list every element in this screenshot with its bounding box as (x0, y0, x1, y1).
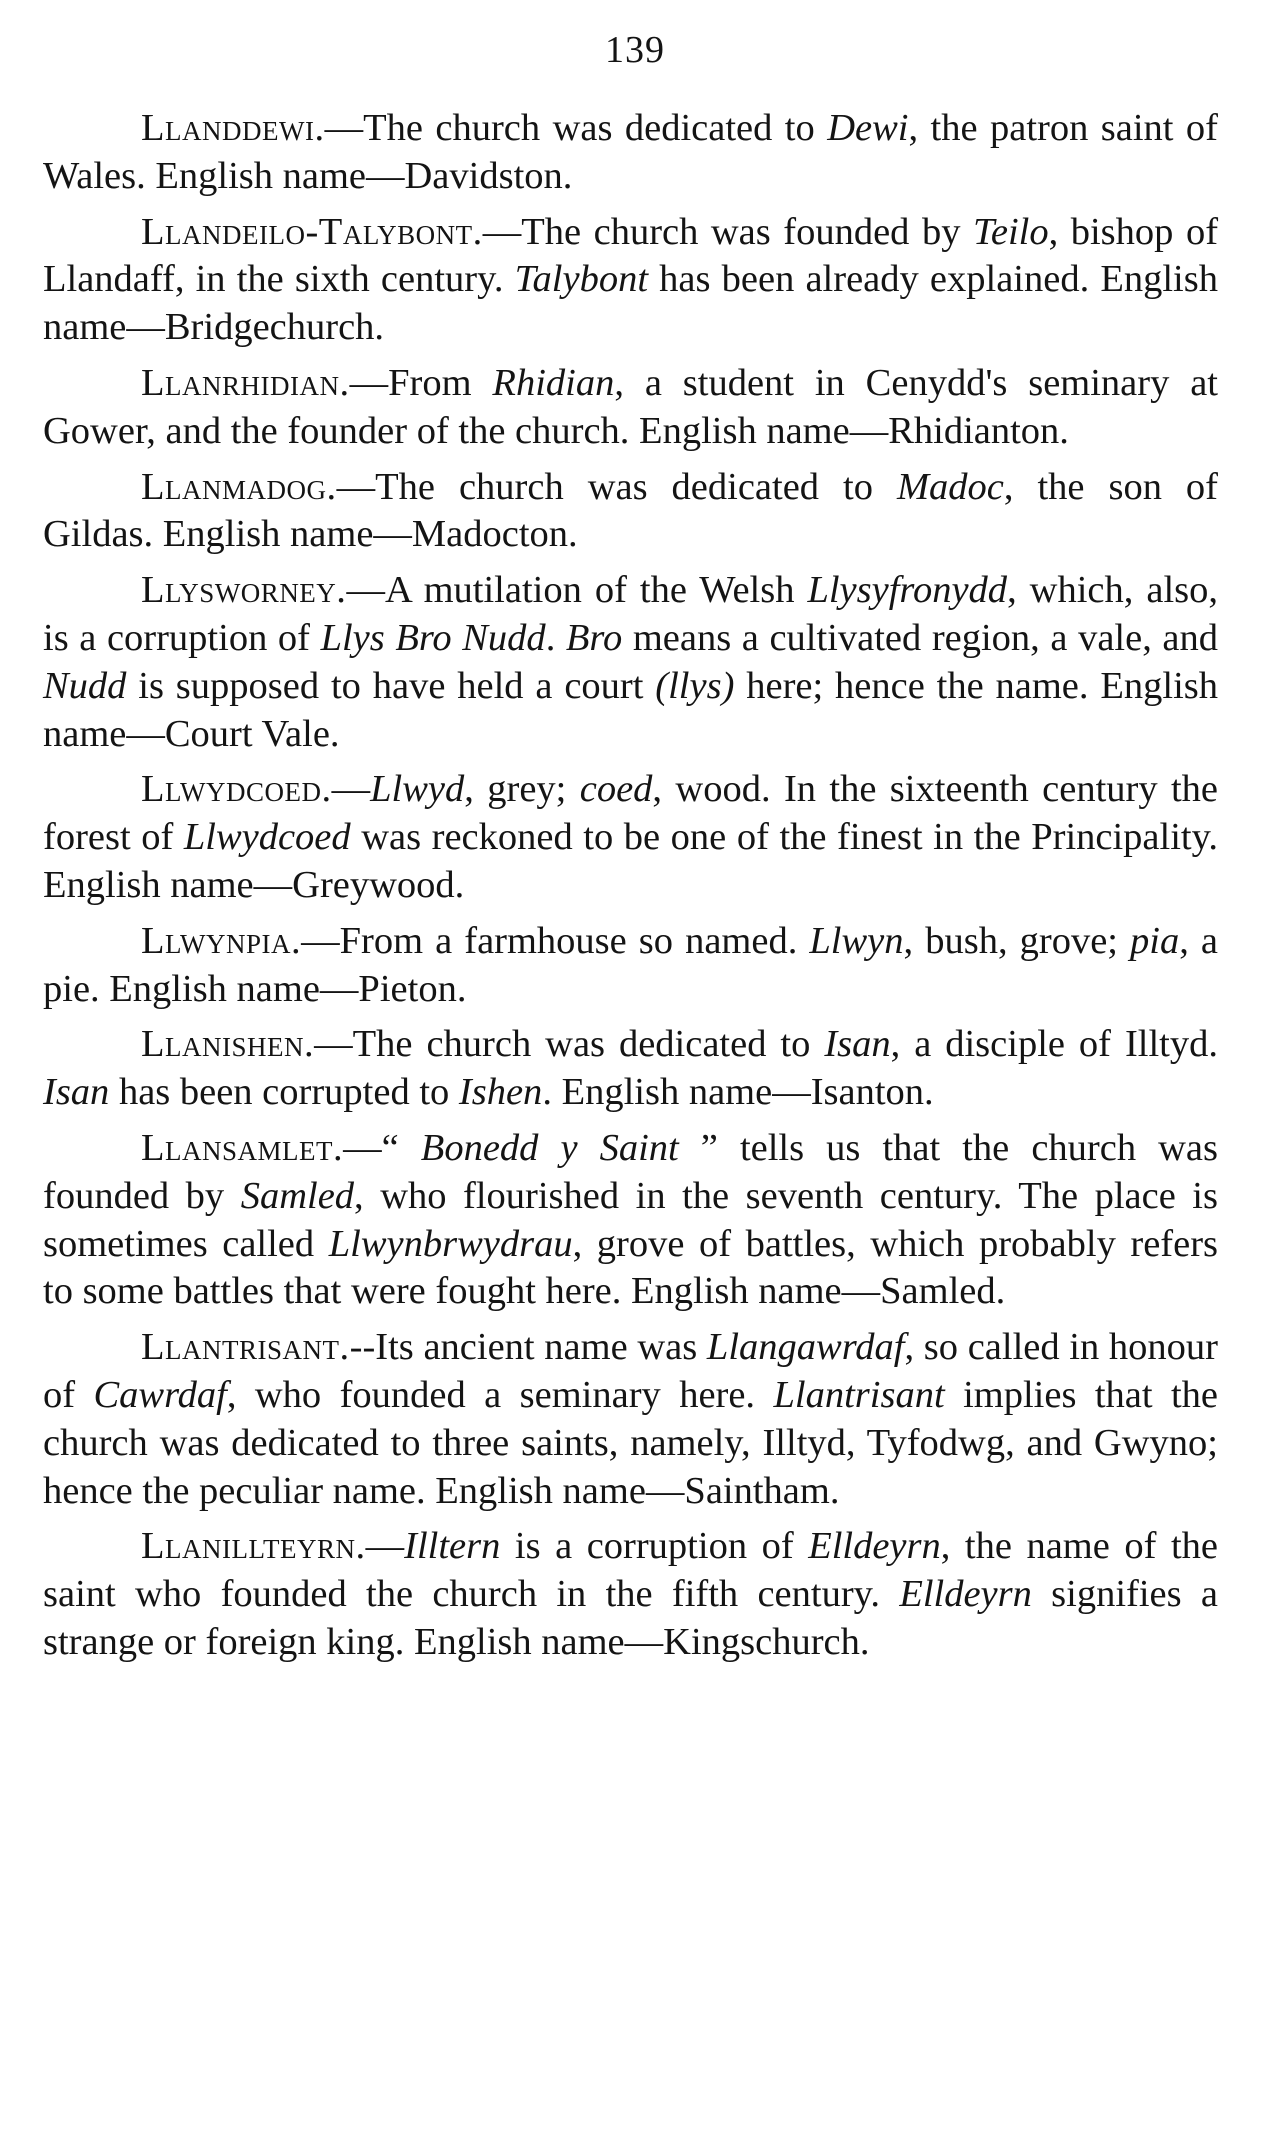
entry-text: —A mutilation of the Welsh (346, 569, 808, 612)
entry-text: —The church was dedicated to (336, 465, 897, 508)
italic-term: Ishen (458, 1071, 543, 1114)
entry-text: , the name of the saint who founded the church in the fifth century. (43, 1525, 1218, 1616)
entry-text: , the son of Gildas. English name—Madocton. (43, 465, 1218, 556)
entry-paragraph (43, 360, 1218, 456)
entry-text: , the patron saint of Wales. English name—Davidston. (43, 107, 1218, 197)
italic-term: Llys Bro Nudd (320, 616, 546, 659)
entry-paragraph (43, 766, 1218, 909)
entry-headword: Llanishen. (141, 1023, 315, 1066)
italic-term: Rhidian (492, 361, 615, 404)
entry-text: ” tells us that the church was founded by (43, 1126, 1219, 1217)
italic-term: Nudd (43, 664, 127, 707)
italic-term: pia (1130, 919, 1180, 962)
italic-term: Isan (43, 1071, 110, 1114)
entry-text: —The church was founded by (482, 210, 973, 253)
entry-text: , bishop of Llandaff, in the sixth century. (43, 210, 1219, 301)
entry-text: —From a farmhouse so named. (301, 919, 810, 962)
entry-headword: Llwydcoed. (141, 768, 332, 811)
entry-paragraph (43, 918, 1218, 1014)
entry-text: means a cultivated region, a vale, and (622, 616, 1219, 659)
italic-term: Samled (240, 1174, 355, 1217)
italic-term: Bonedd y Saint (420, 1126, 679, 1169)
entry-text: , wood. In the sixteenth century the forest of (43, 768, 1218, 859)
italic-term: Elldeyrn (899, 1573, 1032, 1616)
entry-headword: Llanddewi. (141, 107, 325, 149)
entry-paragraph (43, 567, 1218, 758)
entry-text: signifies a strange or foreign king. English name—Kingschurch. (43, 1573, 1218, 1663)
italic-term: Dewi (827, 107, 909, 149)
entry-text: has been already explained. English name—Bridgechurch. (43, 258, 1218, 349)
entry-text: , which, also, is a corruption of (43, 569, 1218, 659)
entry-text: , who founded a seminary here. (226, 1373, 774, 1416)
italic-term: Llwydcoed (183, 816, 351, 859)
entry-text: —From (349, 361, 493, 404)
entry-text: , a disciple of Illtyd. (890, 1023, 1218, 1066)
entry-text: —“ (343, 1126, 421, 1169)
italic-term: Isan (824, 1023, 891, 1066)
entry-text: . (545, 616, 566, 659)
page-number: 139 (605, 29, 665, 71)
entry-text: , a student in Cenydd's seminary at Gower, and the founder of the church. English name—Rhidianton. (43, 361, 1218, 452)
italic-term: Madoc (896, 465, 1004, 508)
entry-headword: Llantrisant. (141, 1326, 350, 1369)
entry-headword: Llwynpia. (141, 919, 302, 962)
entry-paragraph (43, 464, 1218, 560)
entry-text: has been corrupted to (109, 1071, 459, 1114)
entry-text: --Its ancient name was (349, 1326, 707, 1369)
entry-text: is supposed to have held a court (126, 664, 656, 707)
italic-term: Llwyn (809, 919, 904, 962)
entry-text: , bush, grove; (903, 919, 1131, 962)
italic-term: Cawrdaf (93, 1373, 227, 1416)
entry-text: here; hence the name. English name—Court Vale. (43, 664, 1218, 755)
entry-headword: Llansamlet. (141, 1126, 344, 1169)
italic-term: Talybont (514, 258, 649, 301)
italic-term: Elldeyrn (808, 1525, 941, 1568)
italic-term: Llysyfronydd (807, 569, 1008, 612)
entry-headword: Llanrhidian. (141, 361, 350, 404)
italic-term: Teilo (972, 210, 1049, 253)
entry-text: , who flourished in the seventh century. The place is sometimes called (43, 1174, 1218, 1265)
entry-text: —The church was dedicated to (314, 1023, 825, 1066)
entry-paragraph (43, 1324, 1218, 1515)
entry-text: , grove of battles, which probably refers to some battles that were fought here. English name—Samled. (43, 1222, 1218, 1313)
italic-term: Llwynbrwydrau (328, 1222, 573, 1265)
entry-text: —The church was dedicated to (324, 107, 828, 149)
entry-paragraph (43, 1021, 1218, 1117)
entry-headword: Llanillteyrn. (141, 1525, 366, 1568)
entry-paragraph (43, 105, 1218, 201)
entry-text: , grey; (464, 768, 580, 811)
entry-list (43, 105, 1218, 1675)
entry-text: . English name—Isanton. (542, 1071, 934, 1114)
entry-text: is a corruption of (500, 1525, 809, 1568)
entry-headword: Llysworney. (141, 569, 347, 612)
italic-term: Llangawrdaf (706, 1326, 905, 1369)
italic-term: Llwyd (370, 768, 465, 811)
entry-text: — (365, 1525, 405, 1568)
entry-text: was reckoned to be one of the finest in the Principality. English name—Greywood. (43, 816, 1218, 906)
italic-term: (llys) (655, 664, 735, 707)
italic-term: Bro (565, 616, 623, 659)
entry-paragraph (43, 1125, 1218, 1316)
entry-text: implies that the church was dedicated to three saints, namely, Illtyd, Tyfodwg, and Gwyno; hence the peculiar name. English name—Saintham. (43, 1373, 1219, 1512)
entry-paragraph (43, 1523, 1218, 1666)
italic-term: Illtern (404, 1525, 501, 1568)
italic-term: coed (579, 768, 653, 811)
entry-text: , a pie. English name—Pieton. (43, 919, 1218, 1010)
entry-headword: Llanmadog. (141, 465, 337, 508)
entry-paragraph (43, 209, 1218, 352)
entry-text: , so called in honour of (43, 1326, 1218, 1416)
italic-term: Llantrisant (773, 1373, 945, 1416)
entry-headword: Llandeilo-Talybont. (141, 210, 483, 253)
entry-text: — (331, 768, 371, 811)
